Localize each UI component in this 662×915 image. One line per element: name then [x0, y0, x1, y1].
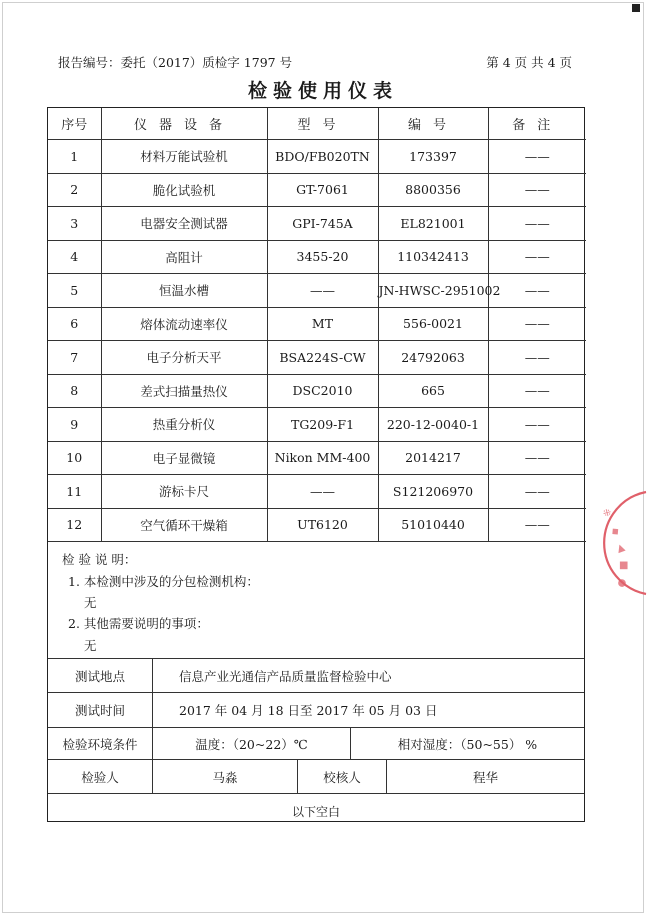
cell-name: 材料万能试验机 — [101, 140, 267, 174]
svg-text:●: ● — [615, 576, 628, 590]
environment-label: 检验环境条件 — [48, 728, 153, 759]
instrument-table — [48, 108, 586, 542]
table-row — [48, 240, 586, 274]
svg-text:■: ■ — [619, 560, 629, 571]
cell-serial: 51010440 — [378, 508, 488, 542]
col-header-model: 型号 — [267, 108, 378, 140]
cell-serial: 110342413 — [378, 240, 488, 274]
cell-model: 3455-20 — [267, 240, 378, 274]
inspection-notes — [48, 542, 584, 659]
cell-no: 1 — [48, 140, 101, 174]
cell-model: UT6120 — [267, 508, 378, 542]
page-title: 检验使用仪表 — [247, 80, 398, 102]
cell-model: —— — [267, 475, 378, 509]
notes-item-1: 1. 本检测中涉及的分包检测机构： — [68, 574, 259, 589]
table-row — [48, 374, 586, 408]
cell-serial: 556-0021 — [378, 307, 488, 341]
cell-serial: 173397 — [378, 140, 488, 174]
table-row — [48, 173, 586, 207]
cell-remark: —— — [488, 307, 586, 341]
col-header-remark: 备注 — [488, 108, 586, 140]
cell-model: BSA224S-CW — [267, 341, 378, 375]
cell-serial: 8800356 — [378, 173, 488, 207]
cell-name: 电子分析天平 — [101, 341, 267, 375]
cell-serial: S121206970 — [378, 475, 488, 509]
cell-model: GT-7061 — [267, 173, 378, 207]
table-row — [48, 207, 586, 241]
cell-no: 3 — [48, 207, 101, 241]
notes-item-1-value: 无 — [84, 595, 97, 610]
time-row — [48, 693, 584, 728]
cell-no: 2 — [48, 173, 101, 207]
cell-model: BDO/FB020TN — [267, 140, 378, 174]
cell-remark: —— — [488, 341, 586, 375]
cell-remark: —— — [488, 173, 586, 207]
environment-row — [48, 728, 584, 760]
table-row — [48, 274, 586, 308]
cell-name: 电子显微镜 — [101, 441, 267, 475]
cell-no: 6 — [48, 307, 101, 341]
cell-serial: 24792063 — [378, 341, 488, 375]
svg-text:※: ※ — [601, 506, 615, 520]
cell-name: 游标卡尺 — [101, 475, 267, 509]
table-row — [48, 307, 586, 341]
cell-model: MT — [267, 307, 378, 341]
location-row — [48, 659, 584, 693]
cell-name: 电器安全测试器 — [101, 207, 267, 241]
cell-no: 5 — [48, 274, 101, 308]
cell-model: Nikon MM-400 — [267, 441, 378, 475]
cell-remark: —— — [488, 240, 586, 274]
notes-item-2-value: 无 — [84, 638, 97, 653]
official-seal-icon — [602, 488, 662, 598]
instrument-sheet — [47, 107, 585, 822]
checker-label: 校核人 — [298, 760, 387, 793]
humidity-value: 相对湿度：（50~55） % — [397, 736, 538, 752]
cell-serial: 220-12-0040-1 — [378, 408, 488, 442]
cell-remark: —— — [488, 207, 586, 241]
checker-name: 程华 — [472, 769, 498, 785]
page-indicator: 第 4 页 共 4 页 — [486, 55, 572, 70]
cell-model: —— — [267, 274, 378, 308]
table-row — [48, 508, 586, 542]
cell-serial: JN-HWSC-2951002 — [378, 274, 488, 308]
cell-model: DSC2010 — [267, 374, 378, 408]
location-value: 信息产业光通信产品质量监督检验中心 — [179, 668, 392, 684]
col-header-serial: 编号 — [378, 108, 488, 140]
cell-remark: —— — [488, 408, 586, 442]
time-value: 2017 年 04 月 18 日至 2017 年 05 月 03 日 — [179, 703, 438, 718]
table-row — [48, 140, 586, 174]
cell-name: 恒温水槽 — [101, 274, 267, 308]
cell-model: TG209-F1 — [267, 408, 378, 442]
table-row — [48, 341, 586, 375]
table-row — [48, 441, 586, 475]
cell-name: 熔体流动速率仪 — [101, 307, 267, 341]
col-header-no: 序号 — [48, 108, 101, 140]
cell-no: 8 — [48, 374, 101, 408]
cell-name: 高阻计 — [101, 240, 267, 274]
cell-no: 4 — [48, 240, 101, 274]
cell-no: 7 — [48, 341, 101, 375]
report-number: 报告编号：委托（2017）质检字 1797 号 — [58, 55, 293, 70]
table-header-row — [48, 108, 586, 140]
cell-remark: —— — [488, 274, 586, 308]
signature-row — [48, 760, 584, 794]
svg-text:▲: ▲ — [615, 541, 627, 555]
cell-remark: —— — [488, 441, 586, 475]
cell-no: 12 — [48, 508, 101, 542]
inspector-label: 检验人 — [48, 760, 153, 793]
cell-remark: —— — [488, 140, 586, 174]
cell-name: 脆化试验机 — [101, 173, 267, 207]
blank-below-note: 以下空白 — [291, 804, 340, 819]
cell-no: 10 — [48, 441, 101, 475]
cell-remark: —— — [488, 475, 586, 509]
cell-remark: —— — [488, 374, 586, 408]
temperature-value: 温度：（20~22）℃ — [153, 728, 351, 759]
location-label: 测试地点 — [48, 659, 153, 692]
cell-serial: EL821001 — [378, 207, 488, 241]
cell-serial: 2014217 — [378, 441, 488, 475]
svg-text:◆: ◆ — [608, 524, 622, 539]
cell-remark: —— — [488, 508, 586, 542]
time-label: 测试时间 — [48, 693, 153, 727]
table-row — [48, 475, 586, 509]
cell-serial: 665 — [378, 374, 488, 408]
inspector-name: 马淼 — [153, 760, 298, 793]
col-header-equipment: 仪器设备 — [101, 108, 267, 140]
cell-no: 9 — [48, 408, 101, 442]
table-row — [48, 408, 586, 442]
cell-name: 差式扫描量热仪 — [101, 374, 267, 408]
cell-name: 热重分析仪 — [101, 408, 267, 442]
cell-model: GPI-745A — [267, 207, 378, 241]
cell-no: 11 — [48, 475, 101, 509]
notes-item-2: 2. 其他需要说明的事项： — [68, 616, 209, 631]
corner-mark — [632, 4, 640, 12]
notes-heading: 检 验 说 明： — [62, 552, 137, 567]
cell-name: 空气循环干燥箱 — [101, 508, 267, 542]
